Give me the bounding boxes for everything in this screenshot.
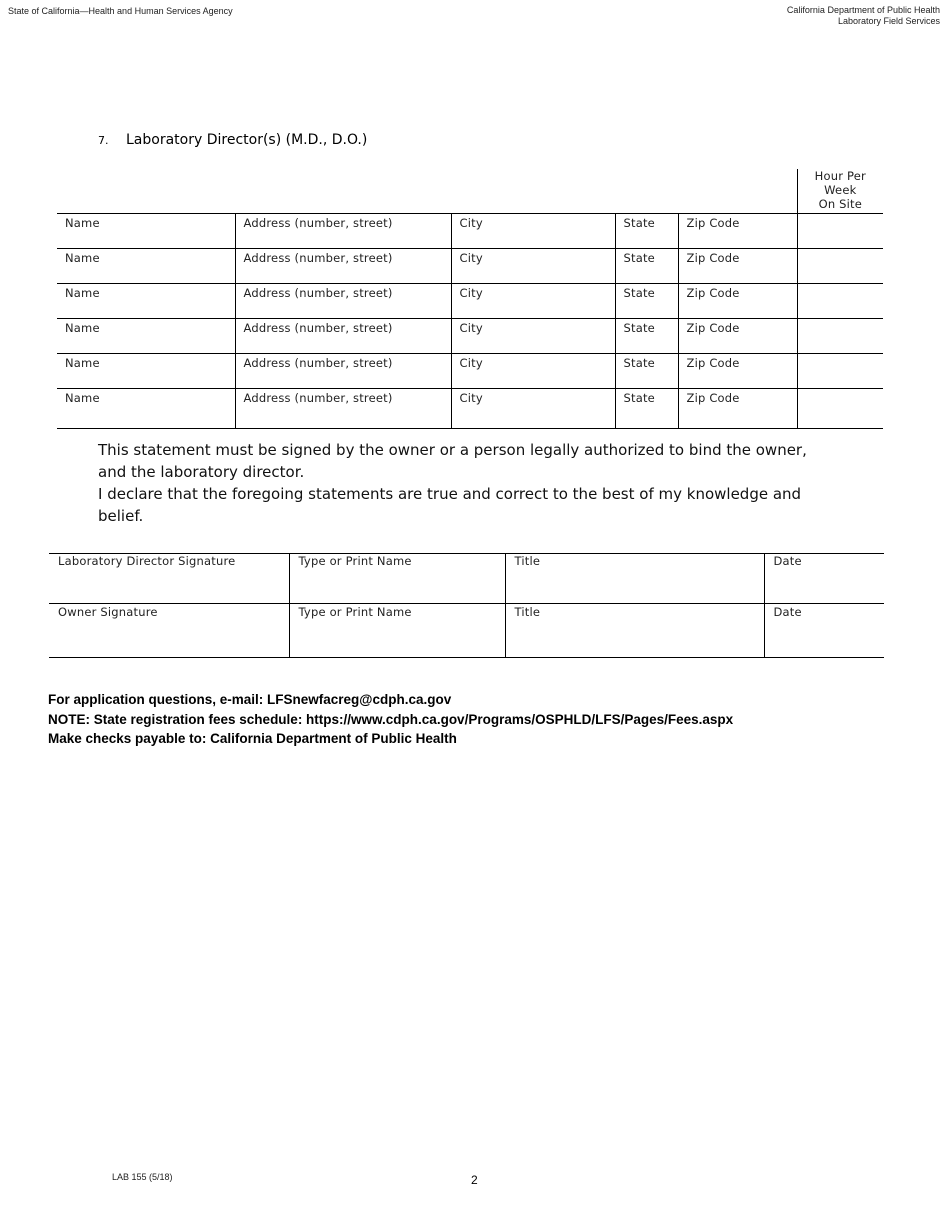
director-row-2 bbox=[57, 248, 883, 283]
director-state-field[interactable]: State bbox=[615, 213, 678, 248]
director-name-field[interactable]: Name bbox=[57, 248, 235, 283]
director-address-field[interactable]: Address (number, street) bbox=[235, 318, 451, 353]
owner-date-field[interactable]: Date bbox=[764, 604, 884, 658]
director-zip-field[interactable]: Zip Code bbox=[678, 388, 797, 428]
header-department: California Department of Public Health bbox=[786, 5, 940, 15]
director-zip-field[interactable]: Zip Code bbox=[678, 213, 797, 248]
director-address-field[interactable]: Address (number, street) bbox=[235, 213, 451, 248]
director-signature-field[interactable]: Laboratory Director Signature bbox=[49, 554, 289, 604]
section-number: 7. bbox=[98, 134, 109, 147]
director-city-field[interactable]: City bbox=[451, 213, 615, 248]
director-city-field[interactable]: City bbox=[451, 318, 615, 353]
owner-title-field[interactable]: Title bbox=[505, 604, 764, 658]
director-state-field[interactable]: State bbox=[615, 388, 678, 428]
director-city-field[interactable]: City bbox=[451, 248, 615, 283]
hours-per-week-header bbox=[797, 169, 883, 213]
director-state-field[interactable]: State bbox=[615, 353, 678, 388]
director-hours-field[interactable] bbox=[797, 213, 883, 248]
director-date-field[interactable]: Date bbox=[764, 554, 884, 604]
checks-note: Make checks payable to: California Department of Public Health bbox=[48, 731, 457, 746]
director-zip-field[interactable]: Zip Code bbox=[678, 318, 797, 353]
director-address-field[interactable]: Address (number, street) bbox=[235, 388, 451, 428]
fees-note: NOTE: State registration fees schedule: https://www.cdph.ca.gov/Programs/OSPHLD/LFS/Pages/Fees.aspx bbox=[48, 711, 734, 727]
header-agency: State of California—Health and Human Services Agency bbox=[8, 6, 233, 16]
owner-signature-row bbox=[49, 604, 884, 658]
section-title-text: Laboratory Director(s) (M.D., D.O.) bbox=[126, 132, 368, 148]
director-hours-field[interactable] bbox=[797, 283, 883, 318]
statement-authority: This statement must be signed by the owner or a person legally authorized to bind the owner, and the laboratory director. bbox=[98, 441, 807, 481]
signing-statement bbox=[98, 439, 838, 527]
directors-table bbox=[57, 169, 883, 429]
director-zip-field[interactable]: Zip Code bbox=[678, 248, 797, 283]
notes-block bbox=[48, 690, 733, 749]
director-hours-field[interactable] bbox=[797, 388, 883, 428]
form-id: LAB 155 (5/18) bbox=[112, 1172, 173, 1182]
statement-declaration: I declare that the foregoing statements are true and correct to the best of my knowledge and belief. bbox=[98, 485, 802, 525]
director-name-field[interactable]: Name bbox=[57, 388, 235, 428]
director-print-name-field[interactable]: Type or Print Name bbox=[289, 554, 505, 604]
page-number: 2 bbox=[471, 1173, 478, 1187]
header-division: Laboratory Field Services bbox=[837, 16, 940, 26]
director-address-field[interactable]: Address (number, street) bbox=[235, 283, 451, 318]
owner-print-name-field[interactable]: Type or Print Name bbox=[289, 604, 505, 658]
director-hours-field[interactable] bbox=[797, 248, 883, 283]
director-zip-field[interactable]: Zip Code bbox=[678, 283, 797, 318]
directors-header-blank bbox=[57, 169, 797, 213]
director-address-field[interactable]: Address (number, street) bbox=[235, 248, 451, 283]
section-title bbox=[98, 132, 367, 148]
signature-table bbox=[49, 553, 884, 658]
director-city-field[interactable]: City bbox=[451, 388, 615, 428]
director-state-field[interactable]: State bbox=[615, 318, 678, 353]
director-hours-field[interactable] bbox=[797, 353, 883, 388]
director-title-field[interactable]: Title bbox=[505, 554, 764, 604]
director-hours-field[interactable] bbox=[797, 318, 883, 353]
director-row-3 bbox=[57, 283, 883, 318]
header-department-block bbox=[787, 5, 940, 27]
director-row-1 bbox=[57, 213, 883, 248]
director-name-field[interactable]: Name bbox=[57, 353, 235, 388]
director-row-6 bbox=[57, 388, 883, 428]
hours-header-line-2: Week bbox=[824, 183, 857, 197]
director-zip-field[interactable]: Zip Code bbox=[678, 353, 797, 388]
hours-header-line-1: Hour Per bbox=[814, 169, 866, 183]
director-name-field[interactable]: Name bbox=[57, 283, 235, 318]
director-address-field[interactable]: Address (number, street) bbox=[235, 353, 451, 388]
email-note: For application questions, e-mail: LFSnewfacreg@cdph.ca.gov bbox=[48, 692, 452, 707]
director-row-5 bbox=[57, 353, 883, 388]
director-city-field[interactable]: City bbox=[451, 353, 615, 388]
director-row-4 bbox=[57, 318, 883, 353]
directors-table-header-row bbox=[57, 169, 883, 213]
director-name-field[interactable]: Name bbox=[57, 213, 235, 248]
director-name-field[interactable]: Name bbox=[57, 318, 235, 353]
director-state-field[interactable]: State bbox=[615, 283, 678, 318]
director-state-field[interactable]: State bbox=[615, 248, 678, 283]
director-signature-row bbox=[49, 554, 884, 604]
owner-signature-field[interactable]: Owner Signature bbox=[49, 604, 289, 658]
director-city-field[interactable]: City bbox=[451, 283, 615, 318]
hours-header-line-3: On Site bbox=[818, 197, 863, 211]
